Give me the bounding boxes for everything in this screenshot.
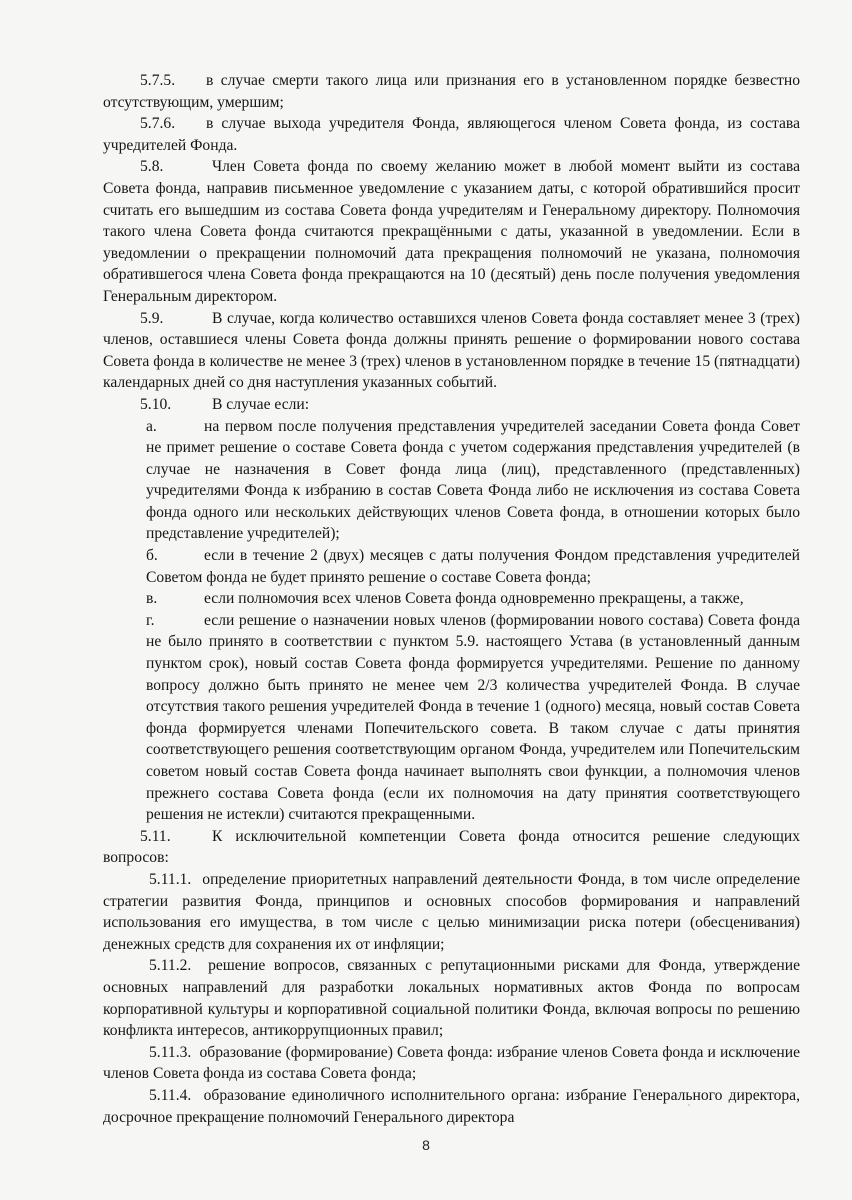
sub-item-text: если решение о назначении новых членов (формировании нового состава) Совета фонда не было принято в соответствии с пунктом 5.9. настоящего Устава (в установленный данным пунктом срок), новый состав Совета фонда формируется учредителями. Решение по данному вопросу должно быть принято не менее чем 2/3 количества учредителей Фонда. В случае отсутствия такого решения учредителей Фонда в течение 1 (одного) месяца, новый состав Совета фонда формируется членами Попечительского совета. В таком случае с даты принятия соответствующего решения соответствующим органом Фонда, учредителем или Попечительским советом новый состав Совета фонда начинает выполнять свои функции, а полномочия членов прежнего состава Совета фонда (если их полномочия на дату принятия соответствующего решения не истекли) считаются прекращенными. bbox=[146, 611, 800, 824]
clause-text: в случае выхода учредителя Фонда, являющегося членом Совета фонда, из состава учредителей Фонда. bbox=[103, 115, 800, 154]
sub-item-text: если полномочия всех членов Совета фонда одновременно прекращены, а также, bbox=[204, 590, 744, 608]
page-number: 8 bbox=[422, 1137, 430, 1153]
clause-5-11-2 bbox=[103, 955, 800, 1041]
clause-number: 5.11.2. bbox=[149, 957, 192, 975]
document-body bbox=[103, 70, 800, 1128]
sub-item-b bbox=[146, 545, 800, 588]
sub-item-text: если в течение 2 (двух) месяцев с даты получения Фондом представления учредителей Советом фонда не будет принято решение о составе Совета фонда; bbox=[146, 547, 800, 586]
clause-text: в случае смерти такого лица или признания его в установленном порядке безвестно отсутствующим, умершим; bbox=[103, 72, 800, 111]
sub-item-letter: г. bbox=[146, 611, 155, 629]
clause-5-7-5 bbox=[103, 70, 800, 113]
clause-5-10 bbox=[103, 394, 800, 416]
sub-items-list bbox=[103, 416, 800, 826]
clause-number: 5.11. bbox=[140, 827, 171, 845]
clause-text: В случае если: bbox=[212, 395, 310, 413]
clause-text: решение вопросов, связанных с репутационными рисками для Фонда, утверждение основных направлений для разработки локальных нормативных актов Фонда по вопросам корпоративной культуры и корпоративной социальной политики Фонда, включая вопросы по решению конфликта интересов, антикоррупционных правил; bbox=[103, 957, 800, 1040]
sub-item-text: на первом после получения представления учредителей заседании Совета фонда Совет не примет решение о составе Совета фонда с учетом содержания представления учредителей (в случае не назначения в Совет фонда лица (лиц), представленного (представленных) учредителями Фонда к избранию в состав Совета Фонда либо не исключения из состава Совета фонда одного или нескольких действующих членов Совета фонда, в отношении которых было представление учредителей); bbox=[146, 417, 800, 543]
clause-text: К исключительной компетенции Совета фонда относится решение следующих вопросов: bbox=[103, 827, 800, 867]
clause-number: 5.7.6. bbox=[140, 115, 176, 133]
clause-5-8 bbox=[103, 156, 800, 307]
clause-5-7-6 bbox=[103, 113, 800, 156]
clause-5-11-3 bbox=[103, 1042, 800, 1085]
clause-number: 5.9. bbox=[140, 309, 164, 327]
clause-text: образование единоличного исполнительного органа: избрание Генерального директора, досрочное прекращение полномочий Генерального директора bbox=[103, 1086, 801, 1126]
clause-number: 5.11.3. bbox=[149, 1043, 192, 1061]
sub-item-letter: в. bbox=[146, 590, 158, 608]
sub-item-letter: а. bbox=[146, 417, 157, 435]
clause-text: определение приоритетных направлений деятельности Фонда, в том числе определение стратегии развития Фонда, принципов и основных способов формирования и направлений использования его имущества, в том числе с целью минимизации риска потери (обесценивания) денежных средств для сохранения их от инфляции; bbox=[103, 870, 801, 953]
clause-text: Член Совета фонда по своему желанию может в любой момент выйти из состава Совета фонда, направив письменное уведомление с указанием даты, с которой обратившийся просит считать его вышедшим из состава Совета фонда учредителям и Генеральному директору. Полномочия такого члена Совета фонда считаются прекращёнными с даты, указанной в уведомлении. Если в уведомлении о прекращении полномочий дата прекращения полномочий не указана, полномочия обратившегося члена Совета фонда прекращаются на 10 (десятый) день после получения уведомления Генеральным директором. bbox=[103, 158, 800, 305]
clause-number: 5.10. bbox=[140, 395, 172, 413]
scan-speck bbox=[688, 1104, 690, 1106]
clause-number: 5.8. bbox=[140, 158, 164, 176]
clause-5-11 bbox=[103, 826, 800, 869]
clause-5-9 bbox=[103, 308, 800, 394]
clause-5-11-4 bbox=[103, 1085, 800, 1128]
sub-item-letter: б. bbox=[146, 547, 158, 565]
sub-item-g bbox=[146, 610, 800, 826]
sub-item-a bbox=[146, 416, 800, 546]
clause-5-11-1 bbox=[103, 869, 800, 955]
sub-item-v bbox=[146, 588, 800, 610]
clause-text: образование (формирование) Совета фонда: избрание членов Совета фонда и исключение членов Совета фонда из состава Совета фонда; bbox=[103, 1043, 800, 1083]
clause-number: 5.11.1. bbox=[149, 870, 192, 888]
clause-number: 5.7.5. bbox=[140, 72, 176, 89]
clause-number: 5.11.4. bbox=[149, 1086, 192, 1104]
clause-text: В случае, когда количество оставшихся членов Совета фонда составляет менее 3 (трех) членов, оставшиеся члены Совета фонда должны принять решение о формировании нового состава Совета фонда в количестве не менее 3 (трех) членов в установленном порядке в течение 15 (пятнадцати) календарных дней со дня наступления указанных событий. bbox=[103, 309, 800, 392]
